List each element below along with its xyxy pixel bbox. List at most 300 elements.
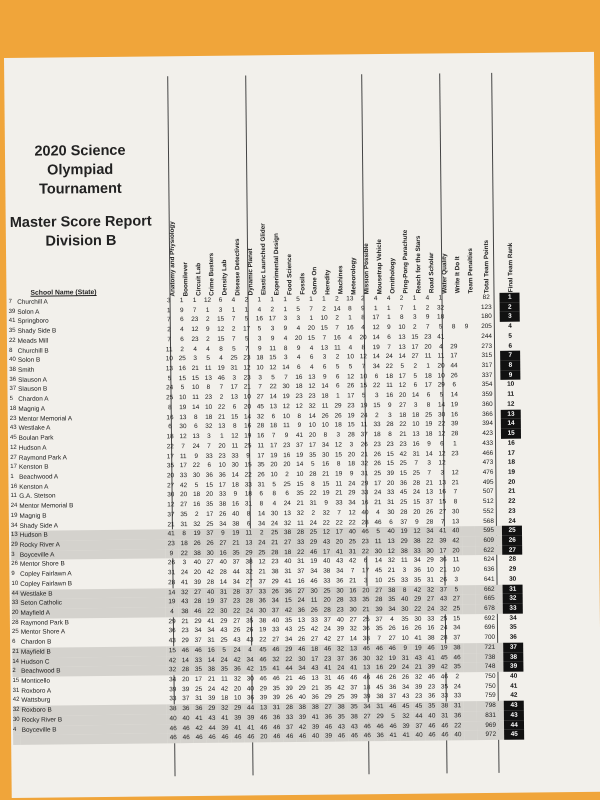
event-score: 46 [363,674,371,682]
event-score: 2 [205,316,210,324]
event-score: 30 [282,383,290,391]
event-score: 28 [219,568,227,576]
event-score: 2 [335,314,339,322]
event-score: 46 [425,643,438,653]
event-score: 45 [399,702,412,712]
event-score: 12 [438,449,446,457]
event-score: 27 [349,616,357,624]
event-score: 12 [217,325,225,333]
event-score [464,701,477,711]
event-score: 36 [428,692,436,701]
event-score: 25 [195,685,203,693]
event-score: 29 [259,685,267,693]
total-team-points: 244 [481,332,492,340]
event-score: 3 [296,315,301,323]
event-score: 8 [426,401,431,409]
event-score: 14 [231,471,239,479]
event-score: 17 [424,382,432,390]
event-score [464,682,477,692]
event-score: 24 [374,489,382,497]
school-number: 41 [8,318,16,325]
event-score: 42 [206,568,214,577]
event-score: 29 [194,617,202,625]
event-score: 5 [244,335,249,343]
event-score: 21 [360,450,368,458]
event-score: 38 [271,568,279,576]
event-score: 32 [218,704,231,714]
event-score: 12 [258,558,266,566]
total-team-points: 180 [481,313,492,321]
event-score: 27 [411,352,419,361]
event-score [461,381,474,391]
event-score: 29 [348,489,356,497]
total-team-points: 360 [481,400,493,408]
event-score: 5 [439,391,444,399]
event-score: 46 [425,721,438,731]
total-team-points: 423 [482,429,494,438]
event-score: 33 [231,452,239,460]
event-score: 30 [387,508,395,516]
final-team-rank: 43 [504,701,524,711]
event-score: 14 [333,305,341,313]
event-score: 46 [257,723,270,733]
event-score: 18 [221,695,229,703]
school-number: 29 [11,541,18,551]
event-score: 24 [218,655,231,665]
event-score: 19 [335,470,343,478]
total-team-points: 750 [484,672,496,681]
event-score: 8 [336,460,341,468]
column-header: Heredity [324,269,332,295]
event-score: 37 [334,654,347,664]
event-score: 42 [438,663,451,673]
event-score: 41 [218,714,231,724]
event-score: 46 [361,732,374,742]
event-score: 10 [452,566,460,574]
event-score: 20 [233,685,242,693]
school-name: Churchill B [17,347,49,355]
event-score [464,730,477,740]
school-name: Shady Side B [17,327,57,336]
event-score: 16 [231,500,240,508]
event-score: 28 [372,595,385,605]
event-score: 10 [218,461,226,469]
total-team-points: 366 [482,410,493,418]
event-score: 23 [359,537,372,547]
event-score: 2 [195,510,199,518]
school-number: 15 [12,677,20,684]
event-score: 23 [243,374,251,382]
total-team-points: 972 [477,730,504,740]
event-score [461,439,474,449]
column-header: Team Penalties [466,247,475,294]
event-score: 27 [295,586,308,596]
event-score: 1 [205,306,210,314]
event-score: 46 [427,673,435,681]
event-score: 24 [385,353,393,361]
event-score: 25 [425,411,433,419]
event-score: 43 [178,597,191,607]
event-score: 10 [426,566,434,574]
school-number: 42 [12,697,20,704]
event-score: 15 [322,480,330,488]
event-score: 3 [413,401,418,409]
event-score: 27 [206,559,214,567]
event-score: 16 [401,625,409,633]
event-score: 36 [322,712,335,722]
event-score: 2 [412,323,417,331]
event-score: 11 [424,352,432,360]
event-score: 28 [206,578,215,586]
event-score: 44 [412,712,425,722]
event-score: 38 [205,665,218,675]
event-score: 21 [451,478,459,486]
event-score: 32 [178,588,191,598]
event-score: 28 [426,518,434,526]
event-score: 38 [450,643,463,653]
event-score: 34 [232,578,240,586]
event-score: 27 [322,703,335,713]
event-score: 26 [439,576,447,584]
event-score: 27 [256,393,264,401]
event-score: 18 [385,372,394,380]
event-score [464,721,477,731]
event-score: 38 [166,704,179,714]
event-score: 1 [412,294,417,302]
event-score: 16 [178,365,186,373]
column-header: Circuit Lab [195,263,203,297]
event-score: 38 [427,634,435,642]
event-score: 3 [363,577,368,585]
event-score: 30 [179,423,187,431]
event-score: 12 [385,547,398,557]
event-score: 21 [425,479,433,487]
school-name: Raymond Park B [20,619,69,627]
event-score: 38 [259,617,267,625]
total-team-points: 433 [482,439,494,447]
event-score: 7 [399,304,404,312]
event-score: 2 [413,362,418,370]
event-score: 14 [243,413,252,421]
event-score: 10 [398,323,406,332]
event-score: 15 [399,469,407,477]
event-score: 16 [373,663,386,673]
total-team-points: 495 [482,478,494,486]
event-score [460,342,473,352]
event-score: 46 [219,733,232,743]
event-score: 23 [218,452,226,460]
event-score: 45 [376,683,384,691]
event-score: 2 [425,304,430,312]
event-score: 26 [191,539,204,549]
school-name: Slauson A [18,376,47,384]
event-score: 39 [451,420,459,428]
event-score: 44 [244,704,257,714]
event-score: 9 [179,306,184,314]
event-score: 40 [167,714,180,724]
event-score: 13 [179,413,187,421]
event-score: 11 [179,452,187,460]
event-score: 29 [271,577,279,586]
event-score: 46 [350,674,358,682]
school-name: Seton Catholic [18,598,165,609]
event-score [462,536,475,546]
event-score [463,614,476,624]
event-score: 3 [232,374,237,382]
event-score: 2 [360,295,365,303]
event-score: 41 [231,723,244,733]
event-score: 11 [221,675,228,683]
event-score [460,351,473,361]
event-score: 38 [411,537,424,547]
school-name: Chardon B [20,638,52,647]
event-score: 3 [427,459,431,467]
event-score: 9 [297,422,302,430]
school-number: 7 [8,298,12,305]
event-score: 8 [246,510,251,518]
event-score: 19 [179,404,187,412]
event-score: 34 [310,567,318,575]
event-score: 18 [269,422,278,430]
event-score: 32 [373,654,386,664]
school-name: Roxboro A [21,687,52,695]
total-team-points: 273 [481,342,493,350]
event-score: 14 [205,655,218,665]
final-team-rank: 37 [503,642,523,652]
event-score: 7 [337,509,341,517]
event-score: 20 [437,362,445,370]
column-header: Total Team Points [482,239,491,293]
event-score: 33 [205,452,213,460]
event-score: 15 [386,460,394,468]
event-score: 46 [438,721,451,731]
event-score: 1 [270,296,275,304]
event-score: 7 [361,363,366,371]
event-score: 21 [207,675,216,683]
event-score: 14 [374,557,383,565]
event-score: 30 [372,547,385,557]
event-score: 27 [180,501,188,509]
event-score: 26 [426,508,434,516]
school-name: Westlake B [18,588,165,599]
event-score: 25 [337,693,345,702]
school-name: Wattsburg [21,697,51,705]
event-score: 38 [362,635,370,643]
event-score: 41 [436,527,449,537]
final-team-rank: 11 [507,390,515,398]
event-score: 22 [309,490,317,498]
event-score: 37 [453,634,461,642]
event-score: 15 [244,461,252,469]
school-name: Boulan Park [18,434,54,442]
event-score: 41 [425,653,438,663]
event-score: 46 [438,731,451,741]
event-score: 4 [165,607,178,617]
event-score: 34 [372,363,380,371]
event-score: 45 [374,567,383,575]
event-score: 23 [165,539,178,549]
event-score: 9 [387,324,391,332]
event-score: 35 [272,684,280,692]
event-score: 36 [451,711,464,721]
event-score: 10 [233,695,242,703]
final-team-rank: 26 [502,536,522,546]
event-score: 15 [296,480,304,488]
school-name: Hudson C [19,656,166,667]
event-score: 28 [451,430,459,438]
school-name: Shady Side A [19,521,58,530]
event-score: 31 [412,450,420,458]
event-score: 35 [192,665,205,675]
event-score: 14 [282,364,290,372]
school-name: Chardon A [18,395,49,404]
event-score: 32 [414,673,423,681]
final-team-rank: 33 [503,604,523,614]
column-header: Mission Possible [363,243,371,295]
event-score: 14 [321,383,329,391]
event-score: 12 [191,326,199,334]
event-score: 15 [438,498,447,506]
final-team-rank: 24 [508,517,516,525]
event-score: 20 [333,537,346,547]
event-score: 39 [231,713,244,723]
event-score [460,313,473,323]
event-score: 44 [282,664,295,674]
event-score: 8 [168,404,172,412]
event-score: 41 [270,664,283,674]
event-score: 16 [297,577,305,585]
event-score: 20 [321,596,334,606]
event-score: 16 [322,460,330,468]
event-score: 4 [373,295,378,303]
event-score: 40 [451,731,464,741]
event-score: 7 [258,383,262,391]
event-score: 12 [231,432,239,440]
event-score: 6 [180,336,184,344]
event-score: 39 [272,694,280,702]
event-score: 23 [334,605,347,615]
event-score: 22 [335,519,343,527]
event-score: 7 [181,442,185,450]
event-score: 5 [372,527,385,537]
event-score: 12 [334,441,342,449]
school-number: 17 [10,464,18,471]
event-score: 43 [437,595,450,605]
event-score: 10 [437,372,445,380]
event-score: 2 [311,509,316,517]
school-number: 8 [9,347,13,354]
final-team-rank: 36 [509,633,517,641]
final-team-rank: 30 [509,575,517,583]
final-team-rank: 19 [507,468,516,476]
event-score: 11 [335,480,343,488]
event-score: 15 [373,401,381,410]
event-score: 32 [424,585,437,595]
event-score: 7 [271,432,276,440]
event-score [461,419,474,429]
event-score: 11 [283,422,290,430]
event-score: 13 [242,538,255,548]
event-score: 1 [412,304,417,312]
event-score: 1 [192,296,197,305]
event-score [461,400,474,410]
event-score: 1 [386,304,391,312]
event-score: 3 [270,325,275,333]
event-score: 25 [307,528,320,538]
event-score: 17 [374,479,382,487]
event-score: 45 [400,489,408,497]
event-score: 27 [361,712,374,722]
event-score: 19 [282,393,290,401]
event-score: 33 [323,577,331,585]
event-score: 12 [269,364,277,372]
event-score: 15 [166,646,179,656]
event-score: 32 [360,460,369,468]
event-score: 32 [166,666,179,676]
event-score: 24 [295,596,308,606]
event-score [463,594,476,604]
event-score: 11 [308,596,321,606]
event-score: 27 [310,635,319,643]
event-score: 46 [269,645,282,655]
event-score: 13 [452,517,460,525]
event-score: 33 [310,616,318,624]
event-score: 14 [179,656,192,666]
event-score: 16 [295,373,303,381]
final-team-rank: 10 [507,381,515,389]
school-name: Mentor Shore A [20,628,66,637]
event-score: 25 [230,354,238,362]
event-score: 8 [361,343,366,351]
event-score: 42 [231,655,244,665]
event-score: 32 [193,520,201,528]
event-score: 12 [438,430,446,438]
event-score: 22 [294,548,307,558]
event-score: 41 [192,714,205,724]
event-score: 7 [453,488,458,496]
event-score: 23 [204,394,213,402]
event-score: 46 [440,673,448,681]
event-score: 16 [166,413,174,421]
event-score: 20 [359,586,372,596]
school-name: Raymond Park A [18,453,67,462]
event-score: 11 [437,352,445,360]
event-score: 39 [296,713,309,723]
event-score: 12 [282,402,290,411]
event-score: 27 [245,578,253,586]
final-team-rank: 28 [508,556,517,564]
event-score: 2 [399,294,404,302]
event-score: 20 [307,324,315,332]
event-score: 22 [411,605,424,615]
event-score: 1 [231,306,236,314]
final-team-rank: 3 [500,312,520,322]
event-score: 31 [438,711,451,721]
event-score: 36 [192,704,205,714]
event-score: 24 [399,663,412,673]
event-score: 16 [257,432,265,440]
event-score: 24 [453,682,461,691]
event-score: 32 [256,412,265,420]
event-score: 18 [205,413,213,421]
event-score: 33 [283,713,296,723]
event-score: 5 [232,345,236,353]
final-team-rank: 12 [507,400,515,408]
event-score: 28 [347,431,355,439]
school-name: Mentor Memorial A [18,414,73,423]
event-score: 20 [218,442,226,450]
event-score: 40 [336,616,344,624]
